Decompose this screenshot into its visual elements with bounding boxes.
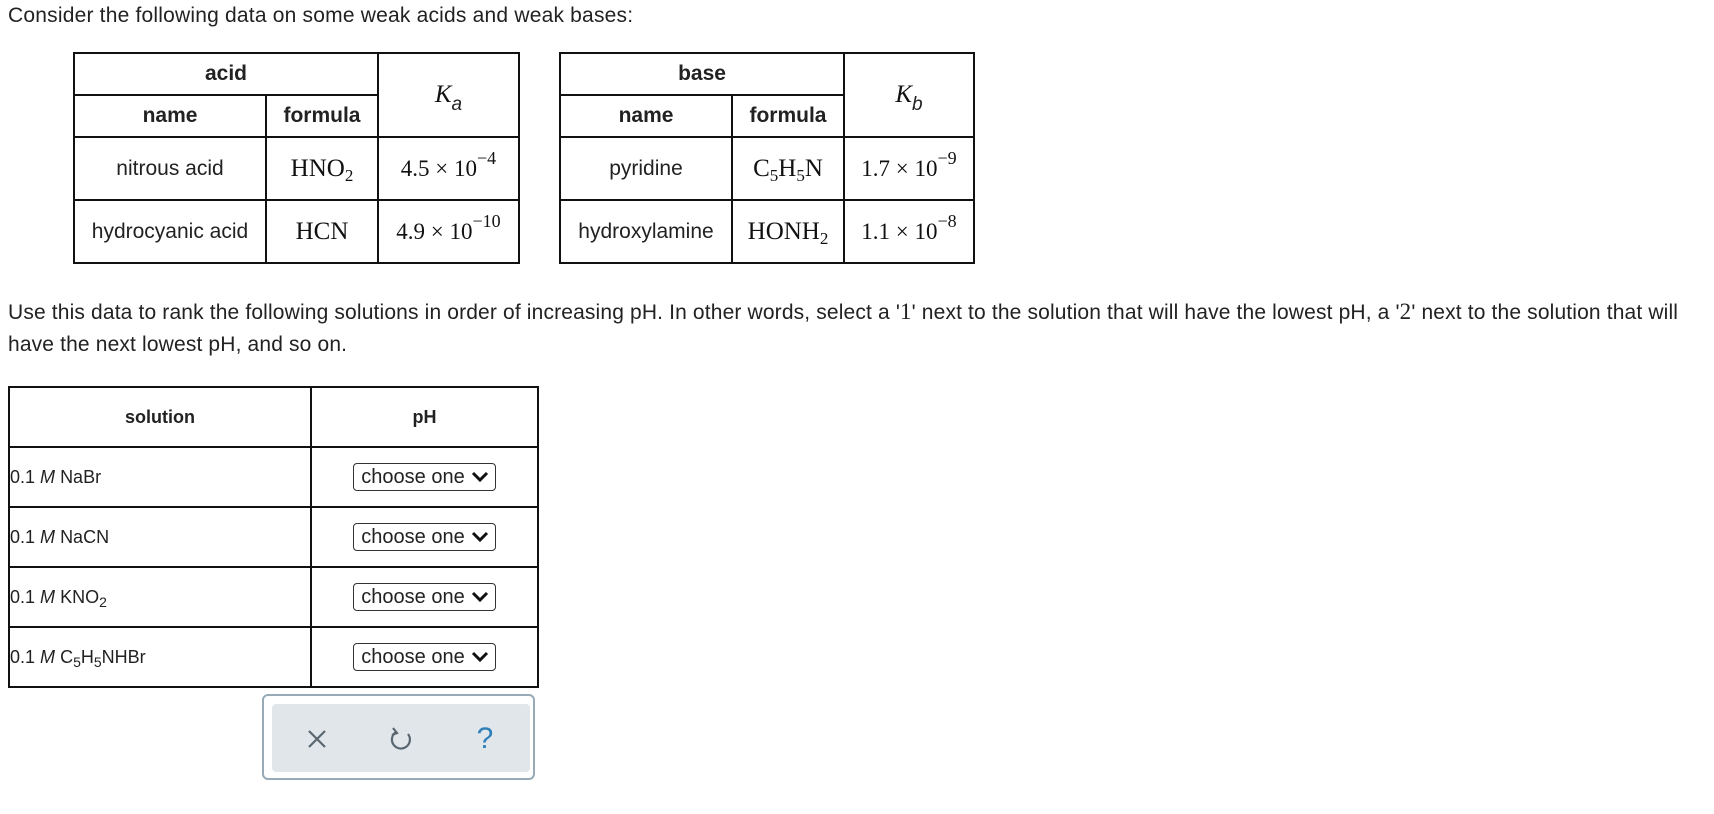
- undo-button[interactable]: [384, 722, 418, 756]
- ph-select-cell: [311, 447, 538, 507]
- acid-name-cell: nitrous acid: [74, 137, 266, 200]
- kb-symbol: K: [895, 81, 913, 108]
- kb-subscript: b: [912, 94, 923, 115]
- kb-coefficient: 1.1 × 10: [861, 218, 938, 244]
- ph-rank-select[interactable]: [353, 583, 495, 611]
- solution-formula: NaCN: [60, 526, 110, 547]
- concentration: 0.1: [10, 526, 36, 547]
- kb-exponent: −8: [937, 210, 957, 231]
- kb-value-cell: [844, 137, 974, 200]
- kb-value-cell: [844, 200, 974, 263]
- acid-name-header: name: [74, 95, 266, 137]
- concentration: 0.1: [10, 646, 36, 667]
- close-icon: [300, 722, 334, 756]
- base-name-header: name: [560, 95, 732, 137]
- chevron-down-icon: [471, 531, 489, 543]
- instructions-text: ' next to the solution that will have the lowest pH, a ': [911, 301, 1400, 324]
- help-button[interactable]: [468, 722, 502, 756]
- rank-one: 1: [899, 299, 912, 324]
- solution-header: solution: [9, 387, 311, 447]
- base-name-cell: hydroxylamine: [560, 200, 732, 263]
- ranking-table: [8, 386, 539, 688]
- ka-exponent: −10: [472, 210, 501, 231]
- molar-unit: M: [40, 586, 56, 607]
- solution-formula: NaBr: [60, 466, 102, 487]
- base-formula-cell: [732, 200, 844, 263]
- ph-select-cell: [311, 567, 538, 627]
- instructions: [8, 296, 1708, 361]
- kb-exponent: −9: [937, 147, 957, 168]
- clear-button[interactable]: [300, 722, 334, 756]
- acid-group-header: acid: [74, 53, 378, 95]
- acid-table: [73, 52, 520, 264]
- undo-icon: [384, 722, 418, 756]
- ph-rank-select[interactable]: [353, 523, 495, 551]
- ph-rank-select[interactable]: [353, 643, 495, 671]
- answer-toolbar: [262, 694, 535, 780]
- base-formula-header: formula: [732, 95, 844, 137]
- base-name-cell: pyridine: [560, 137, 732, 200]
- concentration: 0.1: [10, 466, 36, 487]
- ka-exponent: −4: [477, 147, 497, 168]
- ka-coefficient: 4.5 × 10: [400, 155, 478, 181]
- ka-value-cell: [378, 137, 519, 200]
- concentration: 0.1: [10, 586, 36, 607]
- formula-subscript: 5: [73, 653, 81, 670]
- formula-subscript: 2: [344, 165, 354, 185]
- formula-text: HNO: [290, 154, 345, 182]
- molar-unit: M: [40, 526, 56, 547]
- ka-symbol: K: [434, 81, 452, 108]
- formula-text: HCN: [295, 217, 349, 245]
- table-row: [9, 447, 538, 507]
- toolbar-inner: [272, 704, 530, 772]
- chevron-down-icon: [471, 651, 489, 663]
- intro-text: Consider the following data on some weak acids and weak bases:: [8, 4, 634, 27]
- kb-coefficient: 1.7 × 10: [861, 155, 938, 181]
- select-value: choose one: [361, 646, 465, 668]
- kb-header: [844, 53, 974, 137]
- solution-formula: KNO: [60, 586, 100, 607]
- table-row: [9, 567, 538, 627]
- acid-formula-cell: [266, 137, 378, 200]
- solution-cell: [9, 627, 311, 687]
- chevron-down-icon: [471, 471, 489, 483]
- molar-unit: M: [40, 466, 56, 487]
- table-row: [9, 627, 538, 687]
- solution-cell: [9, 567, 311, 627]
- select-value: choose one: [361, 586, 465, 608]
- chevron-down-icon: [471, 591, 489, 603]
- base-table: [559, 52, 975, 264]
- table-row: [9, 507, 538, 567]
- ph-select-cell: [311, 507, 538, 567]
- rank-two: 2: [1399, 299, 1412, 324]
- formula-subscript: 2: [99, 593, 107, 610]
- acid-formula-header: formula: [266, 95, 378, 137]
- formula-subscript: 5: [769, 165, 779, 185]
- ka-value-cell: [378, 200, 519, 263]
- solution-cell: [9, 447, 311, 507]
- formula-subscript: 2: [819, 228, 829, 248]
- help-icon: ?: [476, 722, 494, 755]
- formula-subscript: 5: [796, 165, 805, 185]
- solution-formula: H: [80, 646, 94, 667]
- select-value: choose one: [361, 526, 465, 548]
- base-group-header: base: [560, 53, 844, 95]
- molar-unit: M: [40, 646, 56, 667]
- ph-rank-select[interactable]: [353, 463, 495, 491]
- formula-text: H: [778, 154, 797, 182]
- ka-header: [378, 53, 519, 137]
- ka-coefficient: 4.9 × 10: [396, 218, 473, 244]
- select-value: choose one: [361, 466, 465, 488]
- ph-header: pH: [311, 387, 538, 447]
- formula-text: N: [804, 154, 823, 182]
- formula-text: C: [753, 154, 770, 182]
- base-formula-cell: [732, 137, 844, 200]
- acid-formula-cell: [266, 200, 378, 263]
- instructions-text: Use this data to rank the following solutions in order of increasing pH. In other words, select a ': [8, 301, 900, 324]
- solution-cell: [9, 507, 311, 567]
- solution-formula: C: [60, 646, 74, 667]
- formula-text: HONH: [747, 217, 820, 245]
- ka-subscript: a: [451, 94, 463, 115]
- formula-subscript: 5: [93, 653, 102, 670]
- ph-select-cell: [311, 627, 538, 687]
- instructions-text: ' next to the solution that will have the next lowest pH, and so on.: [8, 301, 1679, 356]
- solution-formula: NHBr: [101, 646, 146, 667]
- acid-name-cell: hydrocyanic acid: [74, 200, 266, 263]
